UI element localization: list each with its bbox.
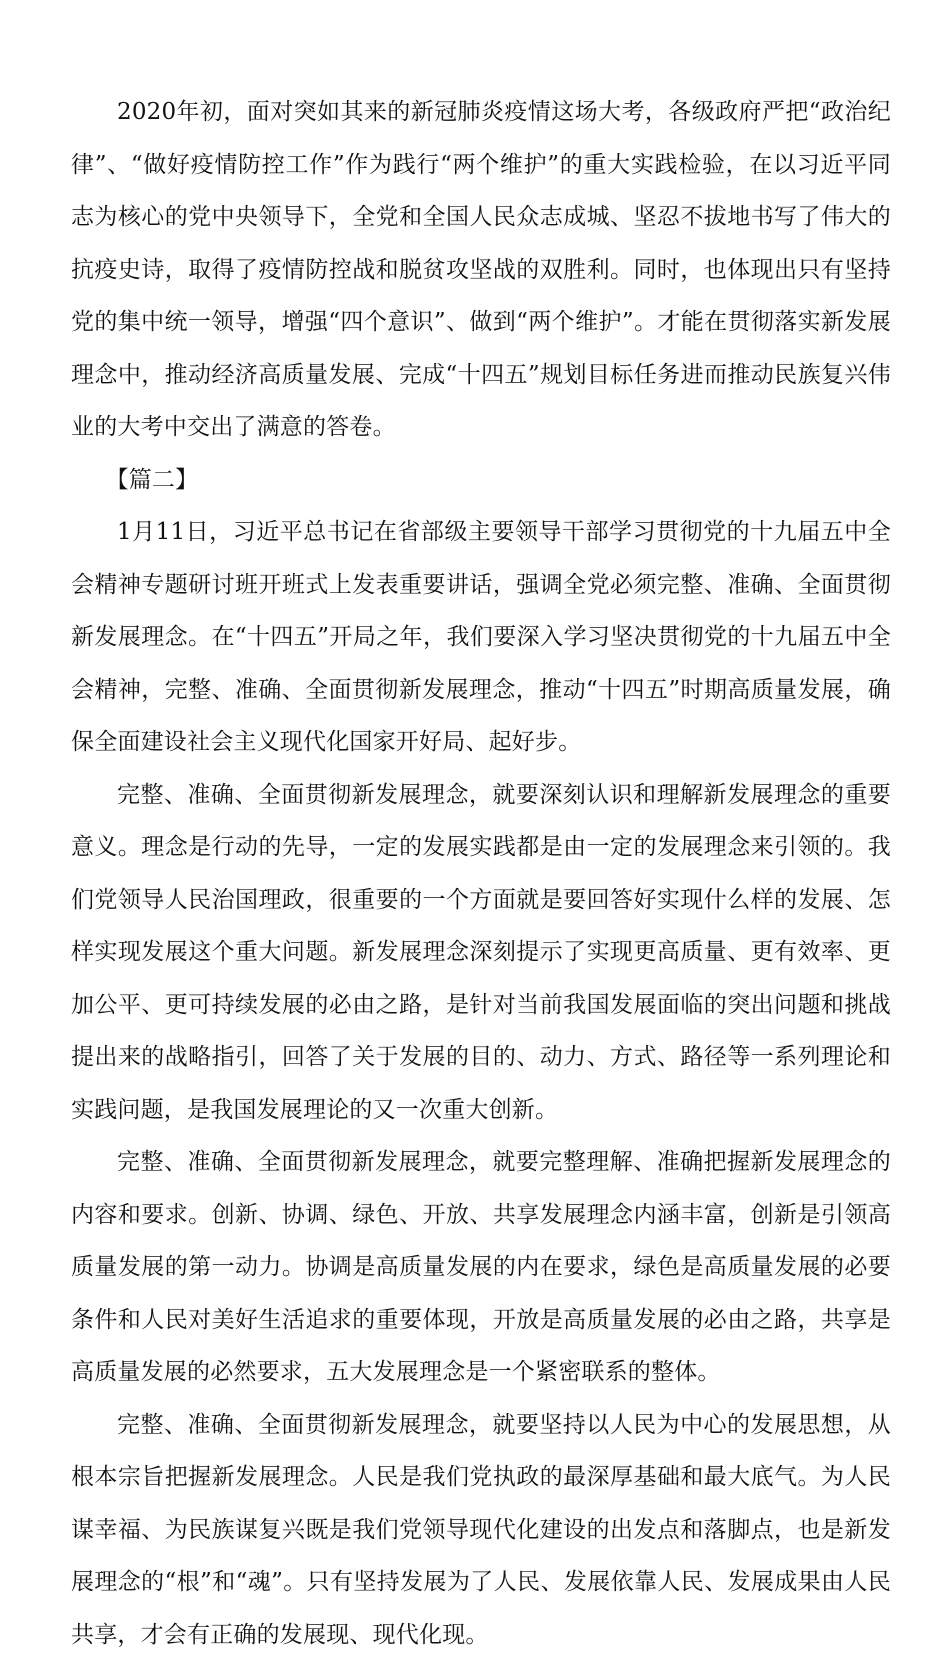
document-page bbox=[71, 86, 891, 1661]
paragraph-people-centered: 完整、准确、全面贯彻新发展理念，就要坚持以人民为中心的发展思想，从根本宗旨把握新发展理念。人民是我们党执政的最深厚基础和最大底气。为人民谋幸福、为民族谋复兴既是我们党领导现代化建设的出发点和落脚点，也是新发展理念的“根”和“魂”。只有坚持发展为了人民、发展依靠人民、发展成果由人民共享，才会有正确的发展现、现代化现。 bbox=[71, 1399, 891, 1661]
section-heading: 【篇二】 bbox=[71, 454, 891, 507]
paragraph-significance: 完整、准确、全面贯彻新发展理念，就要深刻认识和理解新发展理念的重要意义。理念是行动的先导，一定的发展实践都是由一定的发展理念来引领的。我们党领导人民治国理政，很重要的一个方面就是要回答好实现什么样的发展、怎样实现发展这个重大问题。新发展理念深刻提示了实现更高质量、更有效率、更加公平、更可持续发展的必由之路，是针对当前我国发展面临的突出问题和挑战提出来的战略指引，回答了关于发展的目的、动力、方式、路径等一系列理论和实践问题，是我国发展理论的又一次重大创新。 bbox=[71, 769, 891, 1137]
paragraph-content-requirements: 完整、准确、全面贯彻新发展理念，就要完整理解、准确把握新发展理念的内容和要求。创新、协调、绿色、开放、共享发展理念内涵丰富，创新是引领高质量发展的第一动力。协调是高质量发展的内在要求，绿色是高质量发展的必要条件和人民对美好生活追求的重要体现，开放是高质量发展的必由之路，共享是高质量发展的必然要求，五大发展理念是一个紧密联系的整体。 bbox=[71, 1136, 891, 1399]
paragraph-speech: 1月11日，习近平总书记在省部级主要领导干部学习贯彻党的十九届五中全会精神专题研讨班开班式上发表重要讲话，强调全党必须完整、准确、全面贯彻新发展理念。在“十四五”开局之年，我们要深入学习坚决贯彻党的十九届五中全会精神，完整、准确、全面贯彻新发展理念，推动“十四五”时期高质量发展，确保全面建设社会主义现代化国家开好局、起好步。 bbox=[71, 506, 891, 769]
paragraph-intro: 2020年初，面对突如其来的新冠肺炎疫情这场大考，各级政府严把“政治纪律”、“做好疫情防控工作”作为践行“两个维护”的重大实践检验，在以习近平同志为核心的党中央领导下，全党和全国人民众志成城、坚忍不拔地书写了伟大的抗疫史诗，取得了疫情防控战和脱贫攻坚战的双胜利。同时，也体现出只有坚持党的集中统一领导，增强“四个意识”、做到“两个维护”。才能在贯彻落实新发展理念中，推动经济高质量发展、完成“十四五”规划目标任务进而推动民族复兴伟业的大考中交出了满意的答卷。 bbox=[71, 86, 891, 454]
